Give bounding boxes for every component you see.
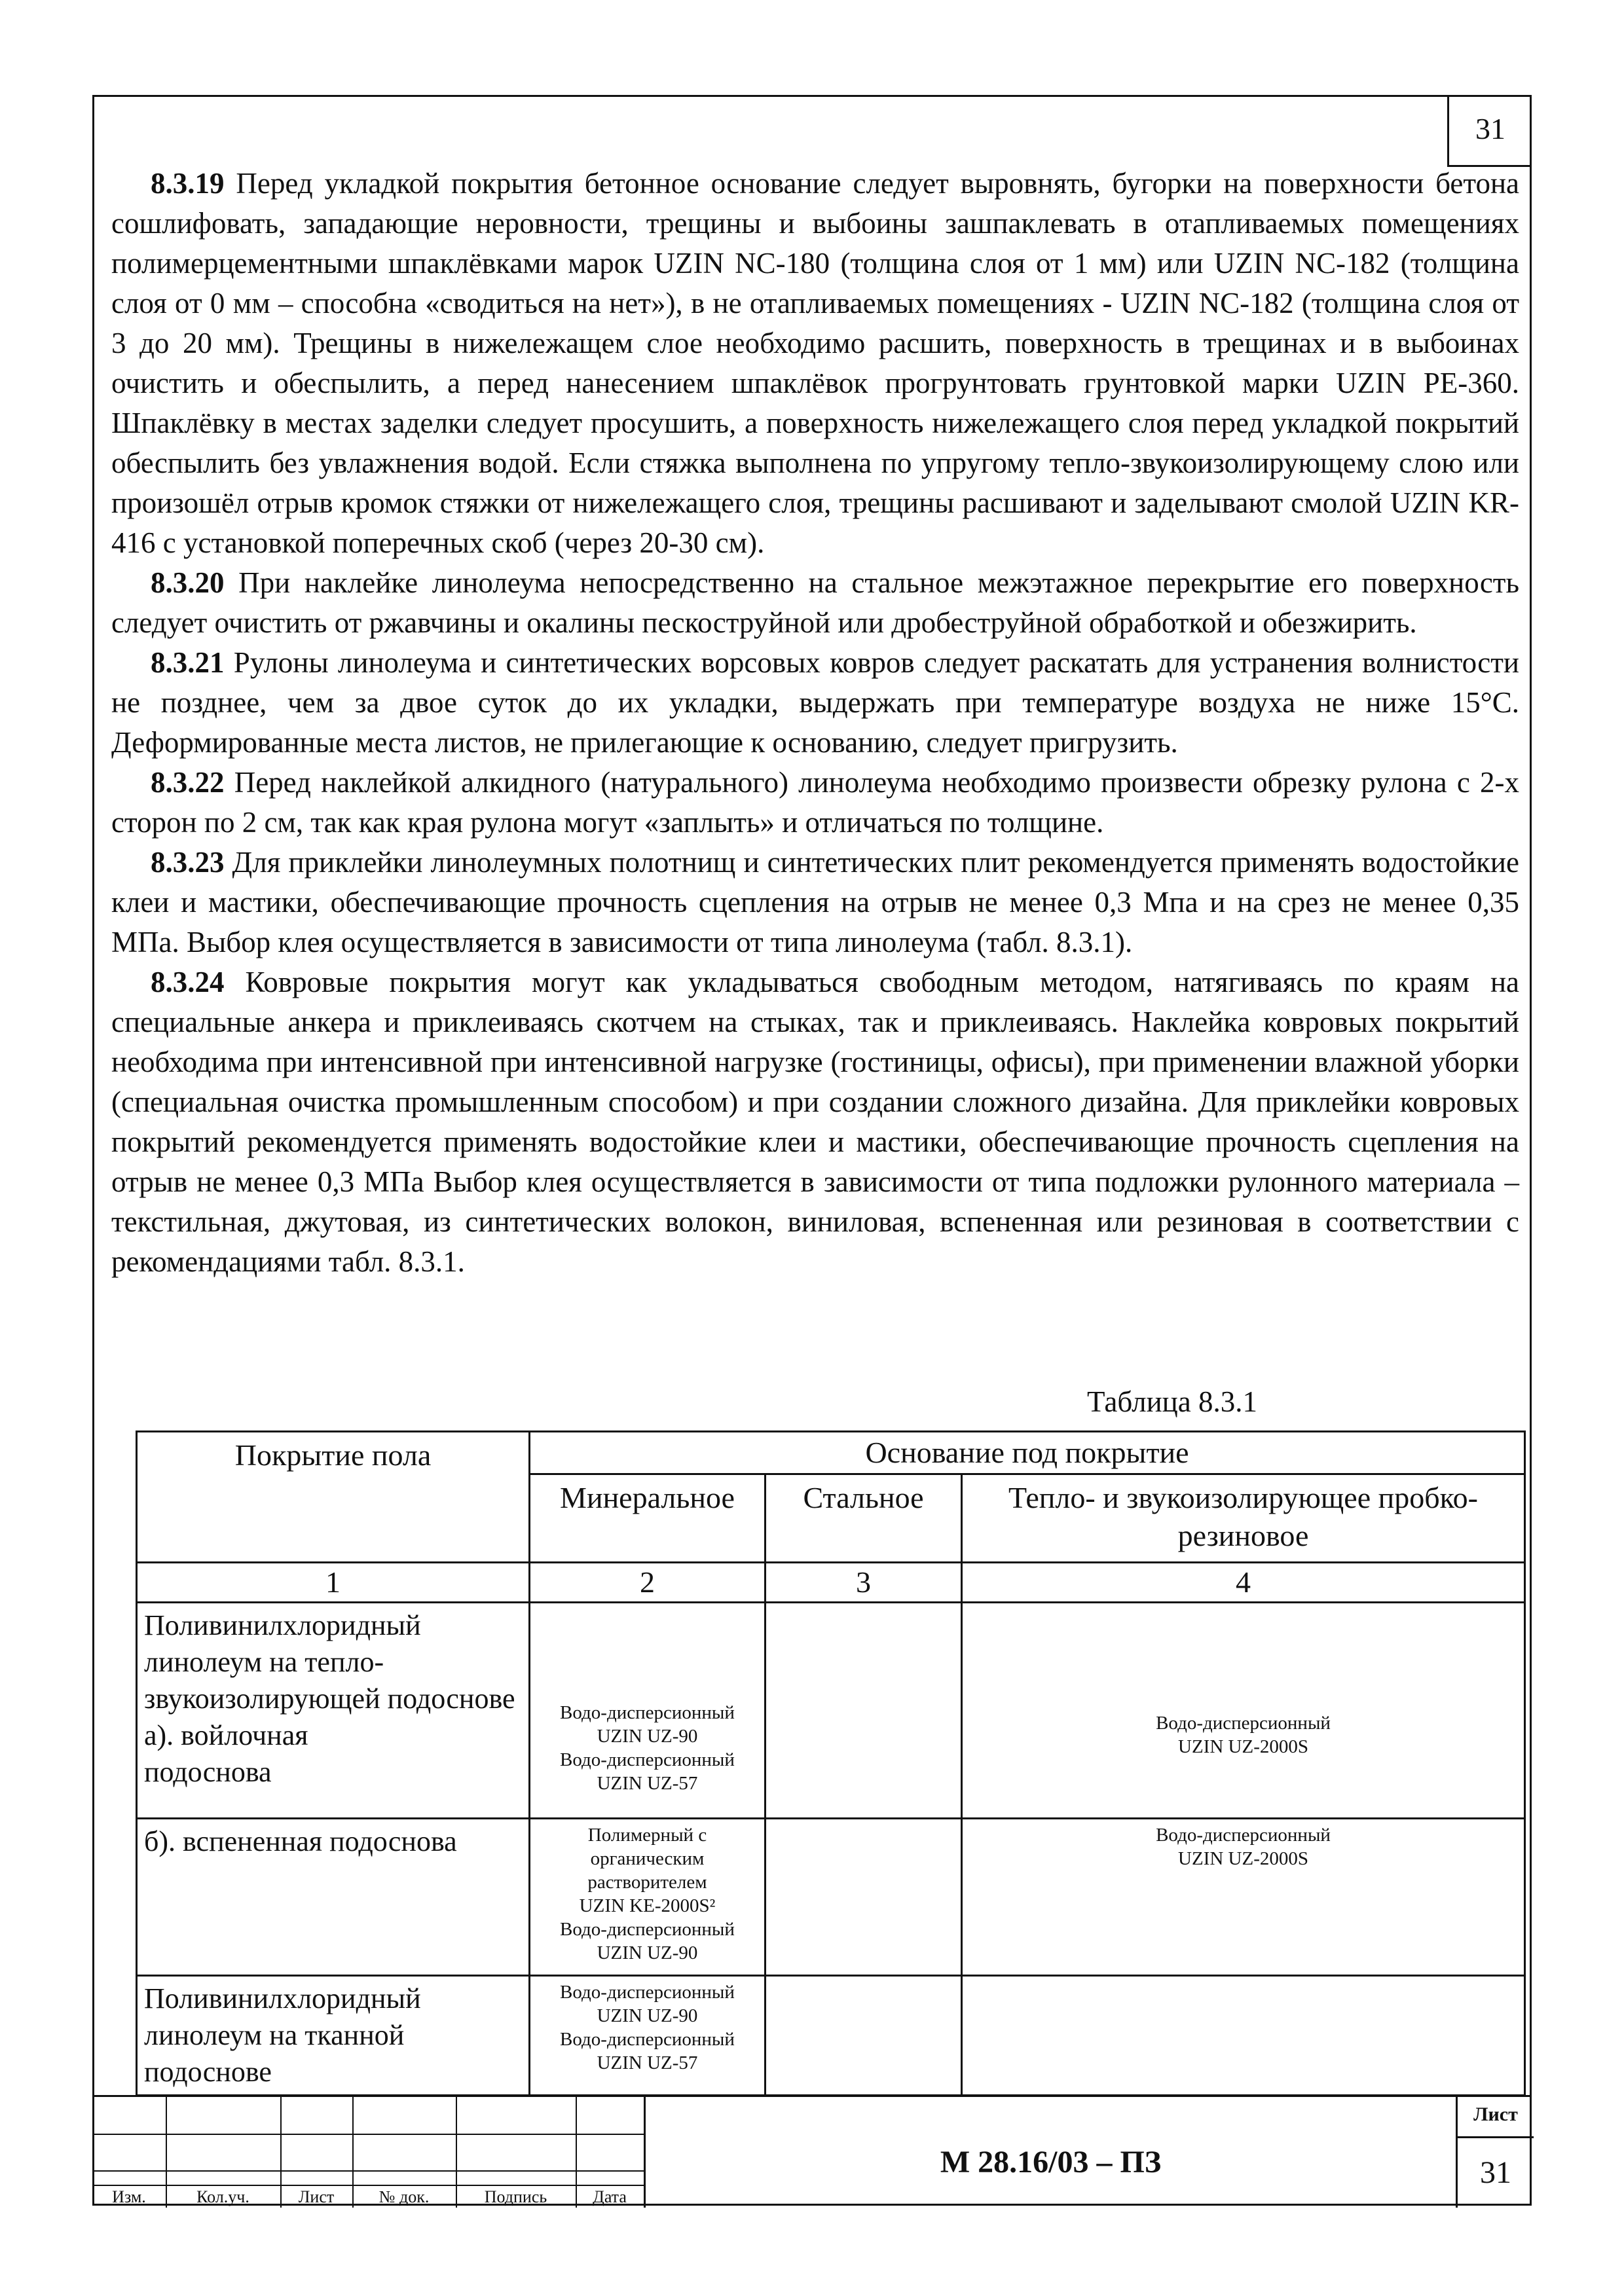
header-base: Основание под покрытие — [530, 1432, 1525, 1474]
revision-grid — [92, 2097, 646, 2208]
col-number: 2 — [530, 1563, 766, 1603]
table-row — [137, 1603, 1525, 1819]
steel-cell — [766, 1603, 962, 1819]
table-row — [137, 1819, 1525, 1976]
sheet-box — [1456, 2097, 1534, 2208]
stamp-label-signature: Подпись — [484, 2187, 547, 2206]
table-caption: Таблица 8.3.1 — [1087, 1385, 1257, 1418]
paragraph-8-3-22: 8.3.22 Перед наклейкой алкидного (натурального) линолеума необходимо произвести обрезку рулона с 2-х сторон по 2 см, так как края рулона могут «заплыть» и отличаться по толщине. — [111, 766, 1519, 839]
stamp-label-date: Дата — [593, 2187, 627, 2206]
document-code: М 28.16/03 – ПЗ — [940, 2145, 1162, 2179]
cork-rubber-cell — [962, 1976, 1525, 2096]
header-steel: Стальное — [766, 1474, 962, 1563]
table-header-row — [137, 1432, 1525, 1474]
stamp-label-sheet: Лист — [298, 2187, 335, 2206]
cork-rubber-cell: Водо-дисперсионный UZIN UZ-2000S — [962, 1819, 1525, 1976]
floor-covering-cell: б). вспененная подоснова — [137, 1819, 530, 1976]
header-cork-rubber: Тепло- и звукоизолирующее пробко-резиновое — [962, 1474, 1525, 1563]
steel-cell — [766, 1976, 962, 2096]
adhesive-table — [136, 1430, 1526, 2096]
stamp-label-count: Кол.уч. — [196, 2187, 249, 2206]
stamp-label-doc: № док. — [378, 2187, 430, 2206]
paragraph-8-3-24: 8.3.24 Ковровые покрытия могут как укладываться свободным методом, натягиваясь по краям на специальные анкера и приклеиваясь скотчем на стыках, так и приклеиваясь. Наклейка ковровых покрытий необходима при интенсивной при интенсивной нагрузке (гостиницы, офисы), при применении влажной уборки (специальная очистка промышленным способом) и при создании сложного дизайна. Для приклейки ковровых покрытий рекомендуется применять водостойкие клеи и мастики, обеспечивающие прочность сцепления на отрыв не менее 0,3 МПа Выбор клея осуществляется в зависимости от типа подложки рулонного материала – текстильная, джутовая, из синтетических волокон, виниловая, вспененная или резиновая в соответствии с рекомендациями табл. 8.3.1. — [111, 966, 1519, 1278]
mineral-cell: Водо-дисперсионный UZIN UZ-90 Водо-дисперсионный UZIN UZ-57 — [530, 1976, 766, 2096]
paragraph-8-3-21: 8.3.21 Рулоны линолеума и синтетических ворсовых ковров следует раскатать для устранения волнистости не позднее, чем за двое суток до их укладки, выдержать при температуре воздуха не ниже 15°С. Деформированные места листов, не прилегающие к основанию, следует пригрузить. — [111, 646, 1519, 759]
paragraph-8-3-23: 8.3.23 Для приклейки линолеумных полотнищ и синтетических плит рекомендуется применять водостойкие клеи и мастики, обеспечивающие прочность сцепления на отрыв не менее 0,3 Мпа и на срез не менее 0,35 МПа. Выбор клея осуществляется в зависимости от типа линолеума (табл. 8.3.1). — [111, 846, 1519, 958]
header-floor-covering: Покрытие пола — [137, 1432, 530, 1563]
floor-covering-cell: Поливинилхлоридный линолеум на тканной подоснове — [137, 1976, 530, 2096]
sheet-label: Лист — [1473, 2104, 1518, 2125]
paragraph-8-3-19: 8.3.19 Перед укладкой покрытия бетонное основание следует выровнять, бугорки на поверхности бетона сошлифовать, западающие неровности, трещины и выбоины зашпаклевать в отапливаемых помещениях полимерцементными шпаклёвками марок UZIN NC-180 (толщина слоя от 1 мм) или UZIN NC-182 (толщина слоя от 0 мм – способна «сводиться на нет»), в не отапливаемых помещениях - UZIN NC-182 (толщина слоя от 3 до 20 мм). Трещины в нижележащем слое необходимо расшить, поверхность в трещинах и в выбоинах очистить и обеспылить, а перед нанесением шпаклёвок прогрунтовать грунтовкой марки UZIN PE-360. Шпаклёвку в местах заделки следует просушить, а поверхность нижележащего слоя перед укладкой покрытий обеспылить без увлажнения водой. Если стяжка выполнена по упругому тепло-звукоизолирующему слою или произошёл отрыв кромок стяжки от нижележащего слоя, трещины расшивают и заделывают смолой UZIN KR-416 с установкой поперечных скоб (через 20-30 см). — [111, 167, 1519, 559]
grid-line — [92, 2170, 644, 2172]
grid-line — [92, 2134, 644, 2135]
body-text — [111, 164, 1519, 1282]
steel-cell — [766, 1819, 962, 1976]
title-block — [92, 2095, 1532, 2208]
page-number: 31 — [1447, 95, 1532, 167]
stamp-label-change: Изм. — [112, 2187, 146, 2206]
header-mineral: Минеральное — [530, 1474, 766, 1563]
mineral-cell: Водо-дисперсионный UZIN UZ-90 Водо-дисперсионный UZIN UZ-57 — [530, 1603, 766, 1819]
col-number: 4 — [962, 1563, 1525, 1603]
cork-rubber-cell: Водо-дисперсионный UZIN UZ-2000S — [962, 1603, 1525, 1819]
sheet-number: 31 — [1458, 2136, 1534, 2210]
grid-line — [92, 2185, 644, 2186]
mineral-cell: Полимерный с органическим растворителем UZIN KE-2000S² Водо-дисперсионный UZIN UZ-90 — [530, 1819, 766, 1976]
col-number: 1 — [137, 1563, 530, 1603]
table-number-row — [137, 1563, 1525, 1603]
col-number: 3 — [766, 1563, 962, 1603]
paragraph-8-3-20: 8.3.20 При наклейке линолеума непосредственно на стальное межэтажное перекрытие его поверхность следует очистить от ржавчины и окалины пескоструйной или дробеструйной обработкой и обезжирить. — [111, 566, 1519, 639]
table-row — [137, 1976, 1525, 2096]
floor-covering-cell: Поливинилхлоридный линолеум на тепло-звукоизолирующей подоснове а). войлочная подоснова — [137, 1603, 530, 1819]
